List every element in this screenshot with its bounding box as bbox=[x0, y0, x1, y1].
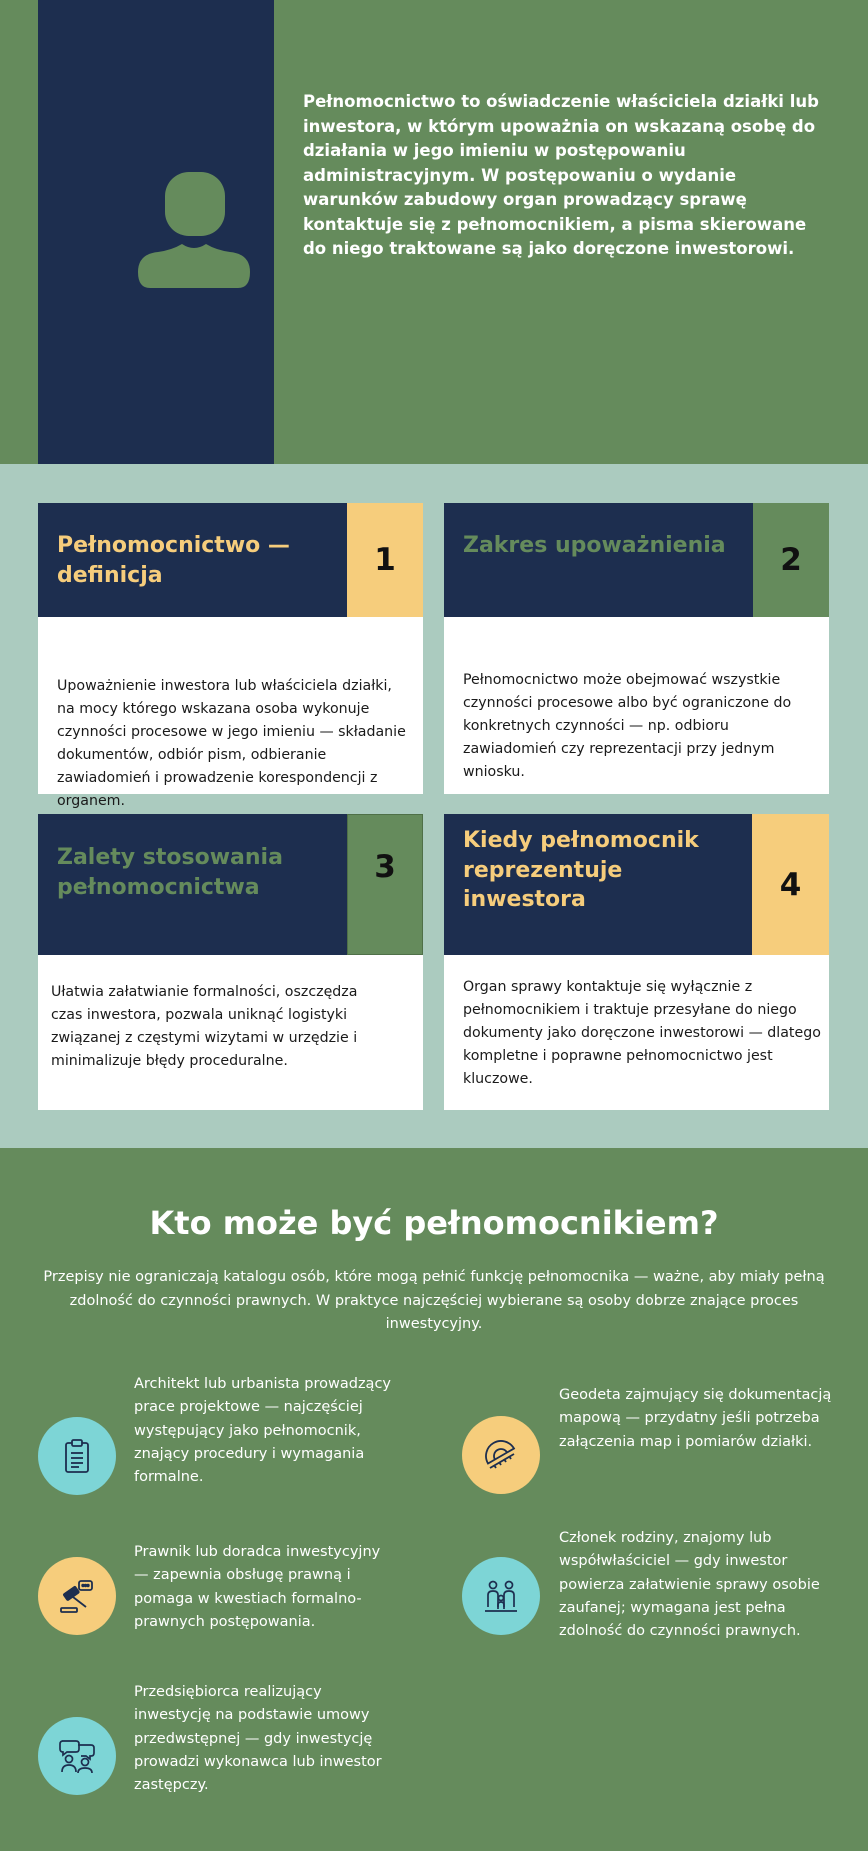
card-header bbox=[38, 503, 423, 617]
card-scope bbox=[444, 503, 829, 794]
card-number: 2 bbox=[753, 503, 829, 617]
card-advantages bbox=[38, 814, 423, 1110]
representatives-section bbox=[0, 1148, 868, 1851]
role-item bbox=[462, 1527, 832, 1657]
card-title: Zalety stosowania pełnomocnictwa bbox=[57, 845, 283, 900]
card-body: Organ sprawy kontaktuje się wyłącznie z pełnomocnikiem i traktuje przesyłane do niego dokumenty jako doręczone inwestorowi — dlatego kompletne i poprawne pełnomocnictwo jest kluczowe. bbox=[463, 979, 821, 1087]
role-item bbox=[38, 1681, 398, 1811]
section-title: Kto może być pełnomocnikiem? bbox=[149, 1204, 719, 1242]
card-title: Kiedy pełnomocnik reprezentuje inwestora bbox=[463, 828, 699, 912]
role-item bbox=[38, 1373, 398, 1503]
conversation-icon bbox=[38, 1717, 116, 1795]
card-definition bbox=[38, 503, 423, 809]
section-intro: Przepisy nie ograniczają katalogu osób, które mogą pełnić funkcję pełnomocnika — ważne, aby miały pełną zdolność do czynności prawnych. W praktyce najczęściej wybierane są osoby dobrze znające proces inwestycyjny. bbox=[43, 1269, 825, 1332]
hero-description: Pełnomocnictwo to oświadczenie właściciela działki lub inwestora, w którym upoważnia on wskazaną osobę do działania w jego imieniu w postępowaniu administracyjnym. W postępowaniu o wydanie warunków zabudowy organ prowadzący sprawę kontaktuje się z pełnomocnikiem, a pisma skierowane do niego traktowane są jako doręczone inwestorowi. bbox=[303, 92, 819, 258]
card-title: Zakres upoważnienia bbox=[463, 533, 726, 558]
family-icon bbox=[462, 1557, 540, 1635]
card-header bbox=[444, 814, 829, 955]
role-item bbox=[38, 1541, 398, 1651]
card-body: Ułatwia załatwianie formalności, oszczędza czas inwestora, pozwala uniknąć logistyki związanej z częstymi wizytami w urzędzie i minimalizuje błędy proceduralne. bbox=[51, 984, 358, 1069]
role-text: Prawnik lub doradca inwestycyjny — zapewnia obsługę prawną i pomaga w kwestiach formalno-prawnych postępowania. bbox=[134, 1544, 381, 1630]
protractor-icon bbox=[462, 1416, 540, 1494]
gavel-icon bbox=[38, 1557, 116, 1635]
cards-section bbox=[0, 464, 868, 1148]
hero-section bbox=[0, 0, 868, 464]
card-number: 3 bbox=[347, 814, 423, 955]
card-body: Pełnomocnictwo może obejmować wszystkie czynności procesowe albo być ograniczone do konkretnych czynności — np. odbioru zawiadomień czy reprezentacji przy jednym wniosku. bbox=[463, 672, 792, 780]
card-number: 1 bbox=[347, 503, 423, 617]
card-header bbox=[444, 503, 829, 617]
hero-side-panel bbox=[38, 0, 274, 464]
card-number: 4 bbox=[752, 814, 829, 955]
role-text: Architekt lub urbanista prowadzący prace projektowe — najczęściej występujący jako pełnomocnik, znający procedury i wymagania formalne. bbox=[134, 1376, 391, 1486]
role-item bbox=[462, 1384, 832, 1494]
role-text: Członek rodziny, znajomy lub współwłaściciel — gdy inwestor powierza załatwienie sprawy osobie zaufanej; wymagana jest pełna zdolność do czynności prawnych. bbox=[559, 1530, 820, 1640]
card-representation bbox=[444, 814, 829, 1110]
role-text: Geodeta zajmujący się dokumentacją mapową — przydatny jeśli potrzeba załączenia map i pomiarów działki. bbox=[559, 1387, 832, 1450]
clipboard-icon bbox=[38, 1417, 116, 1495]
card-header bbox=[38, 814, 423, 955]
card-title: Pełnomocnictwo — definicja bbox=[57, 533, 290, 588]
card-body: Upoważnienie inwestora lub właściciela działki, na mocy którego wskazana osoba wykonuje czynności procesowe w jego imieniu — składanie dokumentów, odbiór pism, odbieranie zawiadomień i prowadzenie korespondencji z organem. bbox=[57, 678, 406, 809]
role-text: Przedsiębiorca realizujący inwestycję na podstawie umowy przedwstępnej — gdy inwestycję prowadzi wykonawca lub inwestor zastępczy. bbox=[134, 1684, 382, 1794]
user-avatar-icon bbox=[138, 172, 250, 290]
